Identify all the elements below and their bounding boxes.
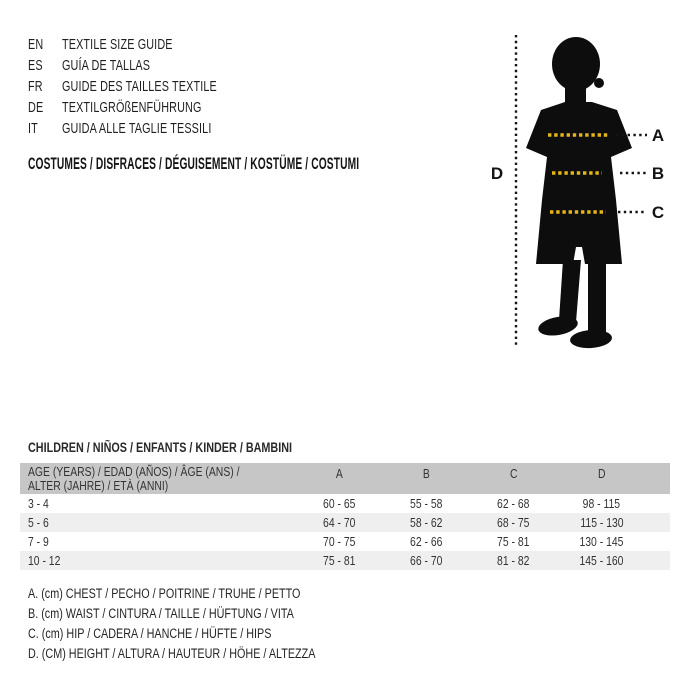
table-row	[20, 551, 670, 570]
waist-cell: 55 - 58	[410, 496, 443, 511]
language-row	[28, 34, 277, 55]
waist-label: B	[651, 164, 665, 183]
language-code: IT	[28, 120, 38, 137]
measurement-legend	[28, 584, 387, 664]
waist-cell: 66 - 70	[410, 553, 443, 568]
age-cell: 10 - 12	[28, 553, 61, 568]
legend-item-waist: B. (cm) WAIST / CINTURA / TAILLE / HÜFTUNG / VITA	[28, 606, 294, 621]
language-row	[28, 55, 277, 76]
language-row	[28, 118, 277, 139]
waist-cell: 62 - 66	[410, 534, 443, 549]
legend-item-chest: A. (cm) CHEST / PECHO / POITRINE / TRUHE / PETTO	[28, 586, 301, 601]
height-cell: 145 - 160	[579, 553, 624, 568]
child-silhouette-figure	[480, 20, 700, 350]
table-row	[20, 513, 670, 532]
chest-cell: 64 - 70	[323, 515, 356, 530]
silhouette-svg	[480, 20, 700, 350]
age-cell: 7 - 9	[28, 534, 49, 549]
language-code: EN	[28, 36, 44, 53]
age-cell: 3 - 4	[28, 496, 49, 511]
language-title: GUÍA DE TALLAS	[62, 57, 151, 74]
language-code: ES	[28, 57, 43, 74]
age-column-header: AGE (YEARS) / EDAD (AÑOS) / ÂGE (ANS) / ALTER (JAHRE) / ETÀ (ANNI)	[20, 463, 296, 494]
column-header-b: B	[383, 463, 470, 494]
hip-cell: 62 - 68	[497, 496, 530, 511]
age-cell: 5 - 6	[28, 515, 49, 530]
hip-cell: 68 - 75	[497, 515, 530, 530]
child-silhouette	[526, 37, 632, 349]
language-list	[28, 34, 277, 139]
chest-label: A	[651, 126, 665, 145]
language-code: DE	[28, 99, 44, 116]
section-title: CHILDREN / NIÑOS / ENFANTS / KINDER / BAMBINI	[28, 440, 293, 455]
hip-cell: 75 - 81	[497, 534, 530, 549]
size-table	[20, 463, 670, 570]
height-cell: 130 - 145	[579, 534, 624, 549]
height-cell: 115 - 130	[579, 515, 624, 530]
language-row	[28, 97, 277, 118]
chest-cell: 60 - 65	[323, 496, 356, 511]
height-label: D	[490, 164, 504, 183]
column-header-a: A	[296, 463, 383, 494]
table-header-row	[20, 463, 670, 494]
waist-cell: 58 - 62	[410, 515, 443, 530]
language-title: TEXTILE SIZE GUIDE	[62, 36, 173, 53]
table-row	[20, 532, 670, 551]
column-header-d: D	[557, 463, 670, 494]
legend-item-hip: C. (cm) HIP / CADERA / HANCHE / HÜFTE / HIPS	[28, 626, 272, 641]
chest-cell: 70 - 75	[323, 534, 356, 549]
category-title: COSTUMES / DISFRACES / DÉGUISEMENT / KOSTÜME / COSTUMI	[28, 155, 360, 173]
table-row	[20, 494, 670, 513]
height-cell: 98 - 115	[582, 496, 621, 511]
language-title: GUIDA ALLE TAGLIE TESSILI	[62, 120, 212, 137]
chest-cell: 75 - 81	[323, 553, 356, 568]
language-title: GUIDE DES TAILLES TEXTILE	[62, 78, 217, 95]
language-code: FR	[28, 78, 43, 95]
hip-cell: 81 - 82	[497, 553, 530, 568]
legend-item-height: D. (CM) HEIGHT / ALTURA / HAUTEUR / HÖHE / ALTEZZA	[28, 646, 316, 661]
language-title: TEXTILGRÖßENFÜHRUNG	[62, 99, 202, 116]
column-header-c: C	[470, 463, 557, 494]
hip-label: C	[651, 203, 665, 222]
language-row	[28, 76, 277, 97]
